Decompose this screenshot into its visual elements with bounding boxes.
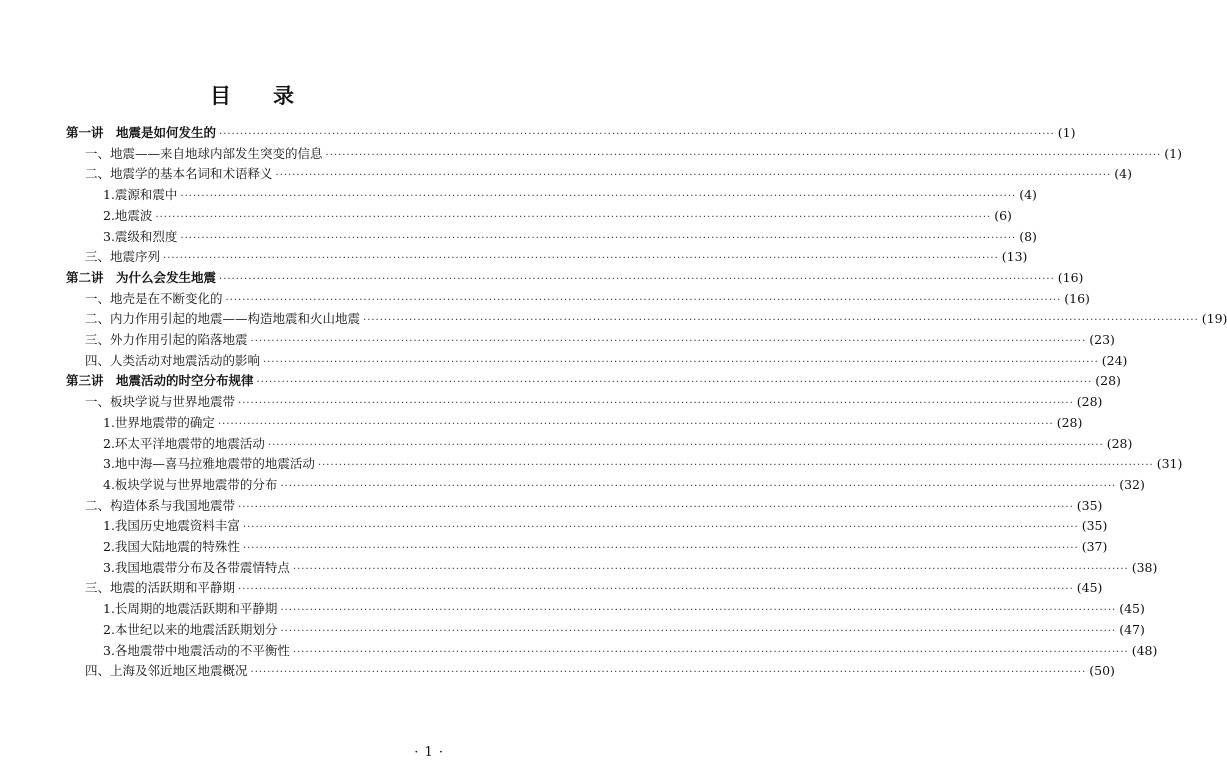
toc-entry-title: 第三讲 地震活动的时空分布规律 — [66, 373, 254, 389]
toc-dot-leader: ········································································································································································································ — [267, 439, 1104, 451]
toc-dot-leader: ········································································································································································································ — [163, 253, 999, 265]
toc-dot-leader: ········································································································································································································ — [238, 584, 1074, 596]
toc-dot-leader: ········································································································································································································ — [219, 273, 1055, 285]
toc-entry-title: 二、内力作用引起的地震——构造地震和火山地震 — [85, 311, 361, 327]
toc-section-entry — [85, 578, 1103, 598]
toc-page-number: (37) — [1081, 539, 1108, 554]
toc-dot-leader: ········································································································································································································ — [180, 232, 1017, 244]
toc-subsection-entry — [103, 454, 1183, 474]
toc-dot-leader: ········································································································································································································ — [242, 522, 1079, 534]
toc-chapter-entry — [66, 371, 1121, 391]
toc-entry-title: 二、构造体系与我国地震带 — [85, 497, 236, 513]
toc-page-number: (28) — [1095, 373, 1121, 389]
toc-page-number: (48) — [1131, 642, 1158, 658]
toc-dot-leader: ········································································································································································································ — [280, 625, 1117, 637]
toc-section-entry — [85, 309, 1227, 329]
toc-subsection-entry — [103, 185, 1037, 205]
toc-page-number: (31) — [1156, 456, 1183, 472]
toc-dot-leader: ········································································································································································································ — [256, 377, 1093, 389]
toc-entry-title: 3.地中海—喜马拉雅地震带的地震活动 — [103, 456, 315, 472]
toc-dot-leader: ········································································································································································································ — [219, 129, 1055, 140]
toc-entry-title: 3.我国地震带分布及各带震情特点 — [103, 559, 290, 575]
toc-subsection-entry — [103, 558, 1158, 578]
toc-subsection-entry — [103, 227, 1037, 247]
toc-dot-leader: ········································································································································································································ — [238, 398, 1074, 410]
toc-entry-title: 四、人类活动对地震活动的影响 — [85, 352, 261, 368]
toc-page-number: (13) — [1001, 249, 1028, 265]
toc-entry-title: 三、外力作用引起的陷落地震 — [85, 332, 248, 347]
toc-page-number: (8) — [1019, 228, 1037, 244]
page-number: · 1 · — [414, 745, 444, 760]
toc-entry-title: 三、地震序列 — [85, 249, 161, 265]
toc-entry-title: 二、地震学的基本名词和术语释义 — [85, 166, 273, 182]
toc-page-number: (4) — [1019, 187, 1037, 203]
toc-entry-title: 一、地壳是在不断变化的 — [85, 290, 223, 306]
toc-entry-title: 3.震级和烈度 — [103, 228, 178, 244]
toc-page-number: (28) — [1106, 435, 1133, 451]
toc-page-number: (1) — [1164, 145, 1182, 161]
toc-subsection-entry — [103, 516, 1108, 536]
toc-entry-title: 2.我国大陆地震的特殊性 — [103, 539, 240, 554]
toc-dot-leader: ········································································································································································································ — [238, 501, 1074, 513]
toc-subsection-entry — [103, 537, 1108, 557]
toc-entry-title: 1.震源和震中 — [103, 187, 178, 203]
toc-page-number: (47) — [1119, 621, 1145, 637]
toc-dot-leader: ········································································································································································································ — [363, 315, 1199, 327]
toc-page-number: (32) — [1119, 476, 1145, 492]
toc-section-entry — [85, 351, 1128, 371]
toc-entry-title: 4.板块学说与世界地震带的分布 — [103, 476, 278, 492]
toc-dot-leader: ········································································································································································································ — [217, 418, 1054, 430]
toc-subsection-entry — [103, 475, 1145, 495]
toc-page-number: (28) — [1076, 394, 1103, 410]
toc-section-entry — [85, 496, 1103, 516]
toc-page-number: (28) — [1056, 414, 1083, 430]
toc-section-entry — [85, 144, 1182, 164]
toc-subsection-entry — [103, 434, 1133, 454]
toc-entry-title: 2.本世纪以来的地震活跃期划分 — [103, 621, 278, 637]
toc-dot-leader: ········································································································································································································ — [317, 460, 1154, 472]
toc-chapter-entry — [66, 123, 1076, 143]
toc-page-number: (45) — [1119, 601, 1145, 617]
toc-page-number: (6) — [994, 207, 1012, 223]
toc-section-entry — [85, 289, 1090, 309]
toc-dot-leader: ········································································································································································································ — [280, 605, 1117, 617]
toc-dot-leader: ········································································································································································································ — [155, 211, 992, 223]
toc-dot-leader: ········································································································································································································ — [280, 480, 1117, 492]
toc-page-number: (35) — [1081, 518, 1108, 534]
toc-entry-title: 第一讲 地震是如何发生的 — [66, 125, 217, 140]
title-char-2: 录 — [273, 83, 294, 108]
toc-section-entry — [85, 330, 1115, 350]
toc-dot-leader: ········································································································································································································ — [250, 336, 1087, 347]
toc-dot-leader: ········································································································································································································ — [225, 294, 1062, 306]
toc-entry-title: 四、上海及邻近地区地震概况 — [85, 663, 248, 679]
toc-subsection-entry — [103, 206, 1012, 226]
toc-page-number: (16) — [1057, 269, 1084, 285]
toc-dot-leader: ········································································································································································································ — [275, 170, 1112, 182]
toc-page-number: (23) — [1089, 332, 1115, 347]
toc-dot-leader: ········································································································································································································ — [325, 149, 1162, 161]
toc-page-number: (35) — [1076, 497, 1103, 513]
toc-section-entry — [85, 164, 1132, 184]
toc-section-entry — [85, 661, 1115, 681]
toc-dot-leader: ········································································································································································································ — [250, 667, 1087, 679]
title-char-1: 目 — [210, 83, 231, 108]
toc-entry-title: 1.长周期的地震活跃期和平静期 — [103, 601, 278, 617]
toc-dot-leader: ········································································································································································································ — [292, 646, 1129, 658]
toc-subsection-entry — [103, 641, 1158, 661]
toc-chapter-entry — [66, 268, 1084, 288]
toc-entry-title: 2.地震波 — [103, 207, 153, 223]
toc-dot-leader: ········································································································································································································ — [292, 563, 1129, 575]
toc-page-number: (45) — [1076, 580, 1103, 596]
toc-page-number: (4) — [1114, 166, 1132, 182]
toc-page-number: (24) — [1101, 352, 1128, 368]
page-title — [0, 80, 504, 110]
toc-entry-title: 1.我国历史地震资料丰富 — [103, 518, 240, 534]
toc-subsection-entry — [103, 413, 1083, 433]
toc-page-number: (16) — [1064, 290, 1090, 306]
toc-entry-title: 三、地震的活跃期和平静期 — [85, 580, 236, 596]
toc-entry-title: 2.环太平洋地震带的地震活动 — [103, 435, 265, 451]
toc-entry-title: 第二讲 为什么会发生地震 — [66, 269, 217, 285]
toc-dot-leader: ········································································································································································································ — [180, 191, 1017, 203]
toc-entry-title: 一、地震——来自地球内部发生突变的信息 — [85, 145, 323, 161]
toc-section-entry — [85, 247, 1028, 267]
toc-dot-leader: ········································································································································································································ — [242, 543, 1079, 554]
toc-page-number: (1) — [1057, 125, 1076, 140]
toc-section-entry — [85, 392, 1103, 412]
toc-subsection-entry — [103, 620, 1145, 640]
toc-page-number: (38) — [1131, 559, 1158, 575]
toc-entry-title: 1.世界地震带的确定 — [103, 414, 215, 430]
toc-dot-leader: ········································································································································································································ — [263, 356, 1099, 368]
toc-page-number: (50) — [1089, 663, 1115, 679]
toc-page-number: (19) — [1201, 311, 1227, 327]
toc-subsection-entry — [103, 599, 1145, 619]
toc-entry-title: 3.各地震带中地震活动的不平衡性 — [103, 642, 290, 658]
toc-entry-title: 一、板块学说与世界地震带 — [85, 394, 236, 410]
